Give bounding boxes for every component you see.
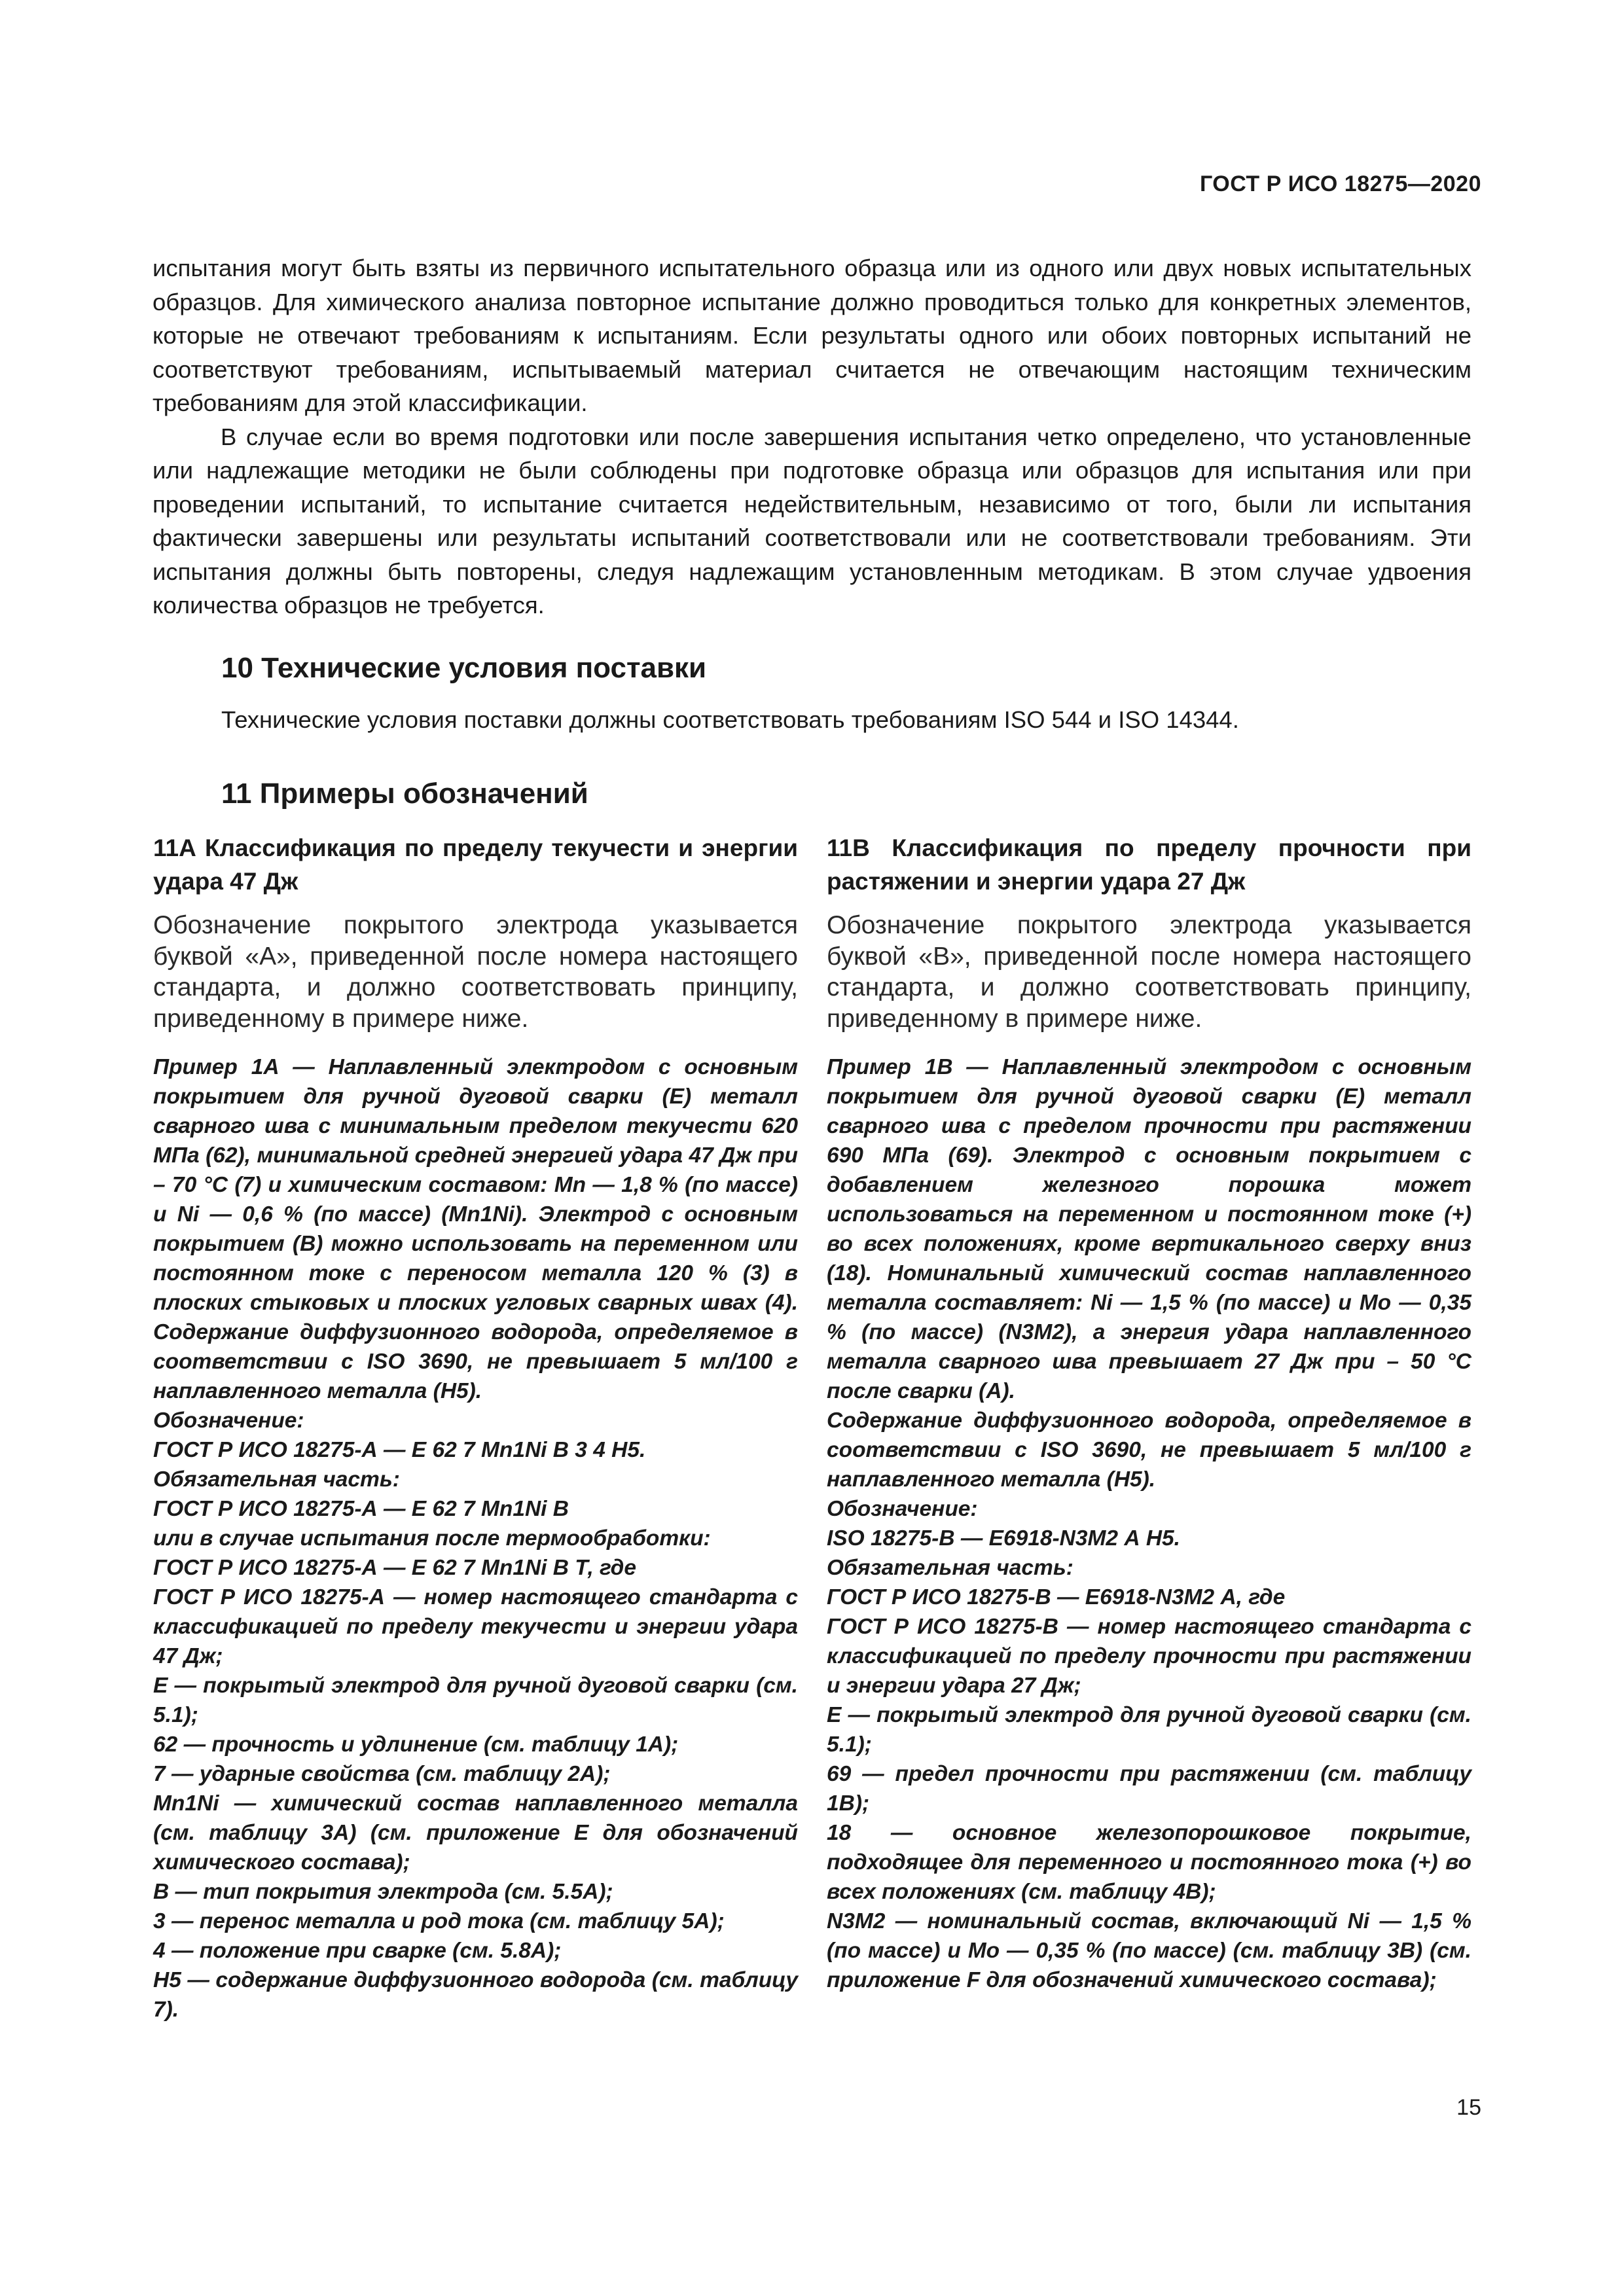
example-line: Пример 1А — Наплавленный электродом с основным покрытием для ручной дуговой сварки (Е) металл сварного шва с минимальным пределом текучести 620 МПа (62), минимальной средней энергией удара 47 Дж при – 70 °С (7) и химическим составом: Mn — 1,8 % (по массе) и Ni — 0,6 % (по массе) (Mn1Ni). Электрод с основным покрытием (В) можно использовать на переменном или постоянном токе с переносом металла 120 % (3) в плоских стыковых и плоских угловых сварных швах (4). Содержание диффузионного водорода, определяемое в соответствии с ISO 3690, не превышает 5 мл/100 г наплавленного металла (Н5).	[153, 1055, 798, 1403]
example-line: 69 — предел прочности при растяжении (см. таблицу 1В);	[827, 1762, 1471, 1816]
example-line: 7 — ударные свойства (см. таблицу 2А);	[153, 1762, 611, 1786]
example-line: Обязательная часть:	[827, 1556, 1074, 1580]
column-11b	[827, 831, 1471, 1995]
example-line: Обязательная часть:	[153, 1467, 400, 1492]
subsection-11a-intro: Обозначение покрытого электрода указывается буквой «А», приведенной после номера настоящего стандарта, и должно соответствовать принципу, приведенному в примере ниже.	[153, 911, 798, 1033]
example-line: Е — покрытый электрод для ручной дуговой сварки (см. 5.1);	[827, 1703, 1471, 1757]
example-line: Пример 1В — Наплавленный электродом с основным покрытием для ручной дуговой сварки (Е) металл сварного шва с пределом прочности при растяжении 690 МПа (69). Электрод с основным покрытием с добавлением железного порошка может использоваться на переменном и постоянном токе (+) во всех положениях, кроме вертикального сверху вниз (18). Номинальный химический состав наплавленного металла составляет: Ni — 1,5 % (по массе) и Mo — 0,35 % (по массе) (N3M2), а энергия удара наплавленного металла сварного шва превышает 27 Дж при – 50 °С после сварки (А).	[827, 1055, 1471, 1403]
section-11-title: 11 Примеры обозначений	[221, 778, 588, 810]
intro-text	[153, 251, 1471, 622]
example-line: 62 — прочность и удлинение (см. таблицу 1А);	[153, 1732, 679, 1757]
subsection-11a-title: 11А Классификация по пределу текучести и энергии удара 47 Дж	[153, 834, 798, 895]
example-line: ГОСТ Р ИСО 18275-А — Е 62 7 Mn1Ni В Т, где	[153, 1556, 636, 1580]
example-line: ISO 18275-В — Е6918-N3M2 А Н5.	[827, 1526, 1180, 1551]
example-1a	[153, 1052, 798, 2024]
example-line: ГОСТ Р ИСО 18275-В — Е6918-N3M2 А, где	[827, 1585, 1286, 1609]
example-line: или в случае испытания после термообработки:	[153, 1526, 711, 1551]
example-line: Mn1Ni — химический состав наплавленного металла (см. таблицу 3А) (см. приложение Е для обозначений химического состава);	[153, 1791, 798, 1874]
page-number: 15	[1456, 2095, 1481, 2120]
example-line: Е — покрытый электрод для ручной дуговой сварки (см. 5.1);	[153, 1674, 798, 1727]
example-line: Обозначение:	[153, 1408, 304, 1433]
example-line: ГОСТ Р ИСО 18275-А — номер настоящего стандарта с классификацией по пределу текучести и энергии удара 47 Дж;	[153, 1585, 798, 1668]
example-line: ГОСТ Р ИСО 18275-А — Е 62 7 Mn1Ni В 3 4 Н5.	[153, 1438, 646, 1462]
section-10-text: Технические условия поставки должны соответствовать требованиям ISO 544 и ISO 14344.	[221, 706, 1239, 733]
example-line: 18 — основное железопорошковое покрытие, подходящее для переменного и постоянного тока (+) во всех положениях (см. таблицу 4В);	[827, 1821, 1471, 1904]
example-line: Обозначение:	[827, 1497, 978, 1521]
example-line: ГОСТ Р ИСО 18275-А — Е 62 7 Mn1Ni В	[153, 1497, 569, 1521]
intro-paragraph-2: В случае если во время подготовки или после завершения испытания четко определено, что установленные или надлежащие методики не были соблюдены при подготовке образца или образцов для испытания или при проведении испытаний, то испытание считается недействительным, независимо от того, были ли испытания фактически завершены или результаты испытаний соответствовали или не соответствовали требованиям. Эти испытания должны быть повторены, следуя надлежащим установленным методикам. В этом случае удвоения количества образцов не требуется.	[153, 423, 1471, 619]
section-10-title: 10 Технические условия поставки	[221, 652, 707, 684]
example-line: Н5 — содержание диффузионного водорода (см. таблицу 7).	[153, 1968, 798, 2022]
example-line: 4 — положение при сварке (см. 5.8А);	[153, 1939, 562, 1963]
intro-paragraph-1: испытания могут быть взяты из первичного испытательного образца или из одного или двух новых испытательных образцов. Для химического анализа повторное испытание должно проводиться только для конкретных элементов, которые не отвечают требованиям к испытаниям. Если результаты одного или обоих повторных испытаний не соответствуют требованиям, испытываемый материал считается не отвечающим настоящим техническим требованиям для этой классификации.	[153, 255, 1471, 416]
example-line: ГОСТ Р ИСО 18275-В — номер настоящего стандарта с классификацией по пределу прочности при растяжении и энергии удара 27 Дж;	[827, 1615, 1471, 1698]
example-line: В — тип покрытия электрода (см. 5.5А);	[153, 1880, 613, 1904]
example-1b	[827, 1052, 1471, 1995]
example-line: Содержание диффузионного водорода, определяемое в соответствии с ISO 3690, не превышает 5 мл/100 г наплавленного металла (Н5).	[827, 1408, 1471, 1492]
example-line: 3 — перенос металла и род тока (см. таблицу 5А);	[153, 1909, 725, 1933]
example-line: N3M2 — номинальный состав, включающий Ni — 1,5 % (по массе) и Mo — 0,35 % (по массе) (см. таблицу 3В) (см. приложение F для обозначений химического состава);	[827, 1909, 1471, 1992]
subsection-11b-title: 11В Классификация по пределу прочности при растяжении и энергии удара 27 Дж	[827, 834, 1471, 895]
subsection-11b-intro: Обозначение покрытого электрода указывается буквой «В», приведенной после номера настоящего стандарта, и должно соответствовать принципу, приведенному в примере ниже.	[827, 911, 1471, 1033]
column-11a	[153, 831, 798, 2024]
document-code: ГОСТ Р ИСО 18275—2020	[1199, 171, 1481, 196]
